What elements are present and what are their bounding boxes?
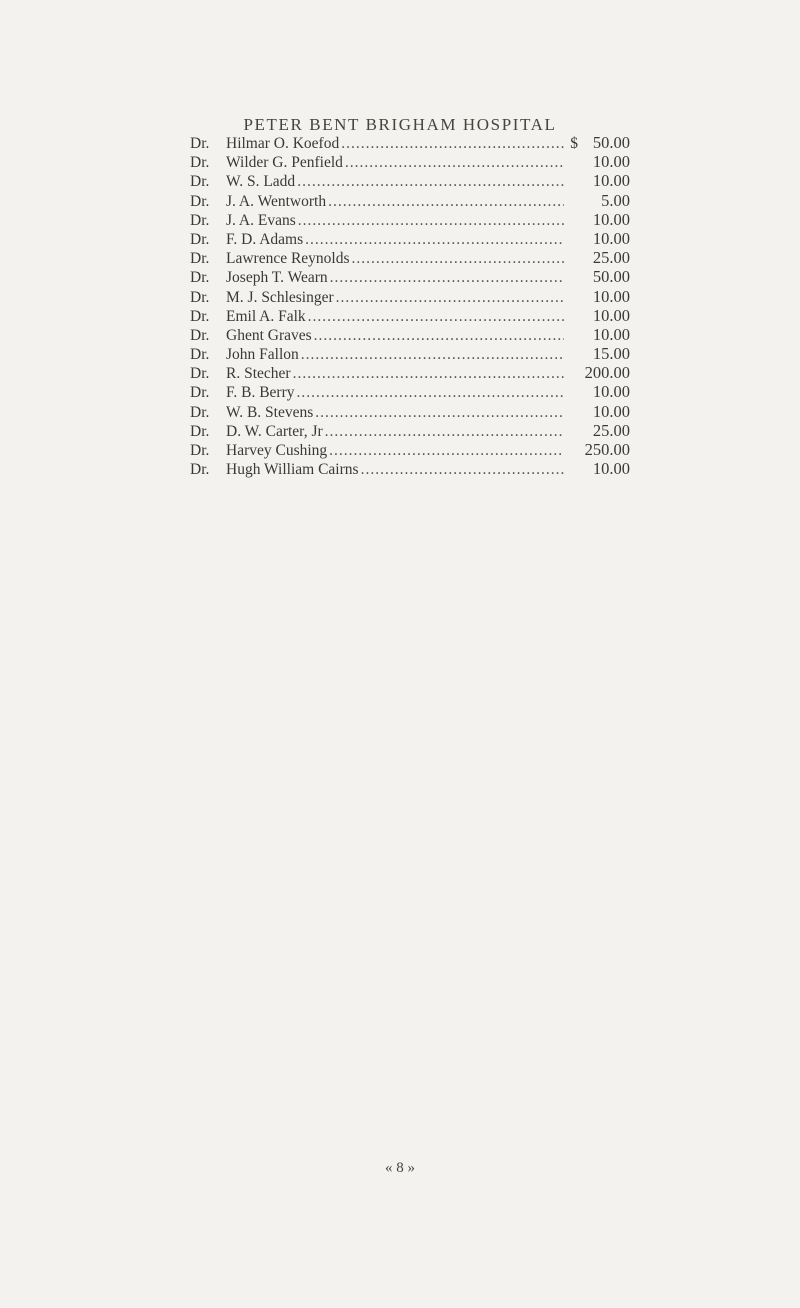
donation-amount: 25.00 (592, 420, 630, 440)
donation-amount: 50.00 (592, 133, 630, 152)
donor-row (190, 133, 630, 152)
donation-amount: 10.00 (592, 171, 630, 191)
donor-title: Dr. (190, 250, 210, 268)
dot-leader (341, 134, 564, 153)
dot-leader (345, 153, 564, 172)
donor-row (190, 229, 630, 248)
donor-row (190, 363, 630, 382)
dot-leader (325, 422, 564, 441)
dot-leader (329, 441, 564, 460)
donor-row (190, 171, 630, 190)
donor-title: Dr. (190, 211, 210, 229)
donor-title: Dr. (190, 422, 210, 440)
donation-amount: 10.00 (592, 459, 630, 479)
donor-name: W. S. Ladd (226, 173, 296, 191)
donor-name: W. B. Stevens (226, 403, 314, 421)
donor-title: Dr. (190, 288, 210, 306)
donor-title: Dr. (190, 346, 210, 364)
dot-leader (297, 383, 564, 402)
dot-leader (315, 403, 564, 422)
donor-name: Ghent Graves (226, 326, 312, 344)
donor-title: Dr. (190, 154, 210, 172)
donor-name: Harvey Cushing (226, 442, 328, 459)
donor-row (190, 402, 630, 421)
donor-name: Wilder G. Penfield (226, 154, 343, 172)
donor-name: Hugh William Cairns (226, 461, 359, 479)
donation-amount: 10.00 (592, 324, 630, 344)
donation-amount: 250.00 (584, 440, 630, 459)
dot-leader (301, 345, 564, 364)
donor-title: Dr. (190, 326, 210, 344)
donor-title: Dr. (190, 230, 210, 248)
donor-name: Joseph T. Wearn (226, 269, 328, 287)
donor-row (190, 191, 630, 210)
donor-name: M. J. Schlesinger (226, 288, 334, 306)
donation-amount: 200.00 (584, 363, 630, 383)
donation-amount: 15.00 (592, 344, 630, 364)
donor-row (190, 440, 630, 459)
donor-title: Dr. (190, 173, 210, 191)
dot-leader (336, 288, 564, 307)
currency-symbol: $ (570, 135, 578, 152)
donation-amount: 25.00 (592, 248, 630, 268)
donor-row (190, 344, 630, 363)
donor-row (190, 325, 630, 344)
donor-title: Dr. (190, 442, 210, 459)
dot-leader (330, 268, 564, 287)
donor-title: Dr. (190, 192, 210, 210)
donor-title: Dr. (190, 365, 210, 383)
dot-leader (297, 172, 564, 191)
donation-amount: 10.00 (592, 228, 630, 248)
donor-name: F. B. Berry (226, 384, 295, 402)
dot-leader (352, 249, 564, 268)
donor-row (190, 267, 630, 286)
donor-name: Hilmar O. Koefod (226, 135, 340, 152)
donor-row (190, 382, 630, 401)
donor-name: D. W. Carter, Jr (226, 422, 323, 440)
donor-title: Dr. (190, 461, 210, 479)
donor-title: Dr. (190, 307, 210, 325)
dot-leader (305, 230, 564, 249)
dot-leader (298, 211, 564, 230)
donor-name: John Fallon (226, 346, 299, 364)
donation-amount: 10.00 (592, 401, 630, 421)
donor-row (190, 306, 630, 325)
donation-amount: 10.00 (592, 209, 630, 229)
donor-row (190, 210, 630, 229)
donor-title: Dr. (190, 269, 210, 287)
donor-row (190, 287, 630, 306)
donor-name: R. Stecher (226, 365, 291, 383)
donation-amount: 50.00 (592, 267, 630, 287)
donor-row (190, 248, 630, 267)
donor-row (190, 459, 630, 478)
donor-name: J. A. Wentworth (226, 192, 327, 210)
donor-name: Emil A. Falk (226, 307, 306, 325)
donor-name: J. A. Evans (226, 211, 296, 229)
donor-title: Dr. (190, 135, 210, 152)
dot-leader (314, 326, 564, 345)
dot-leader (293, 364, 564, 383)
donor-row (190, 421, 630, 440)
donation-amount: 10.00 (592, 286, 630, 306)
page-number: « 8 » (385, 1160, 415, 1176)
donor-name: Lawrence Reynolds (226, 250, 350, 268)
page-title: PETER BENT BRIGHAM HOSPITAL (243, 115, 557, 134)
donor-list (190, 133, 630, 478)
donation-amount: 10.00 (592, 305, 630, 325)
donor-title: Dr. (190, 403, 210, 421)
donation-amount: 5.00 (601, 190, 630, 210)
dot-leader (308, 307, 564, 326)
donor-name: F. D. Adams (226, 230, 304, 248)
donor-title: Dr. (190, 384, 210, 402)
donor-row (190, 152, 630, 171)
dot-leader (328, 192, 564, 211)
donation-amount: 10.00 (592, 152, 630, 172)
dot-leader (361, 460, 564, 479)
donation-amount: 10.00 (592, 382, 630, 402)
